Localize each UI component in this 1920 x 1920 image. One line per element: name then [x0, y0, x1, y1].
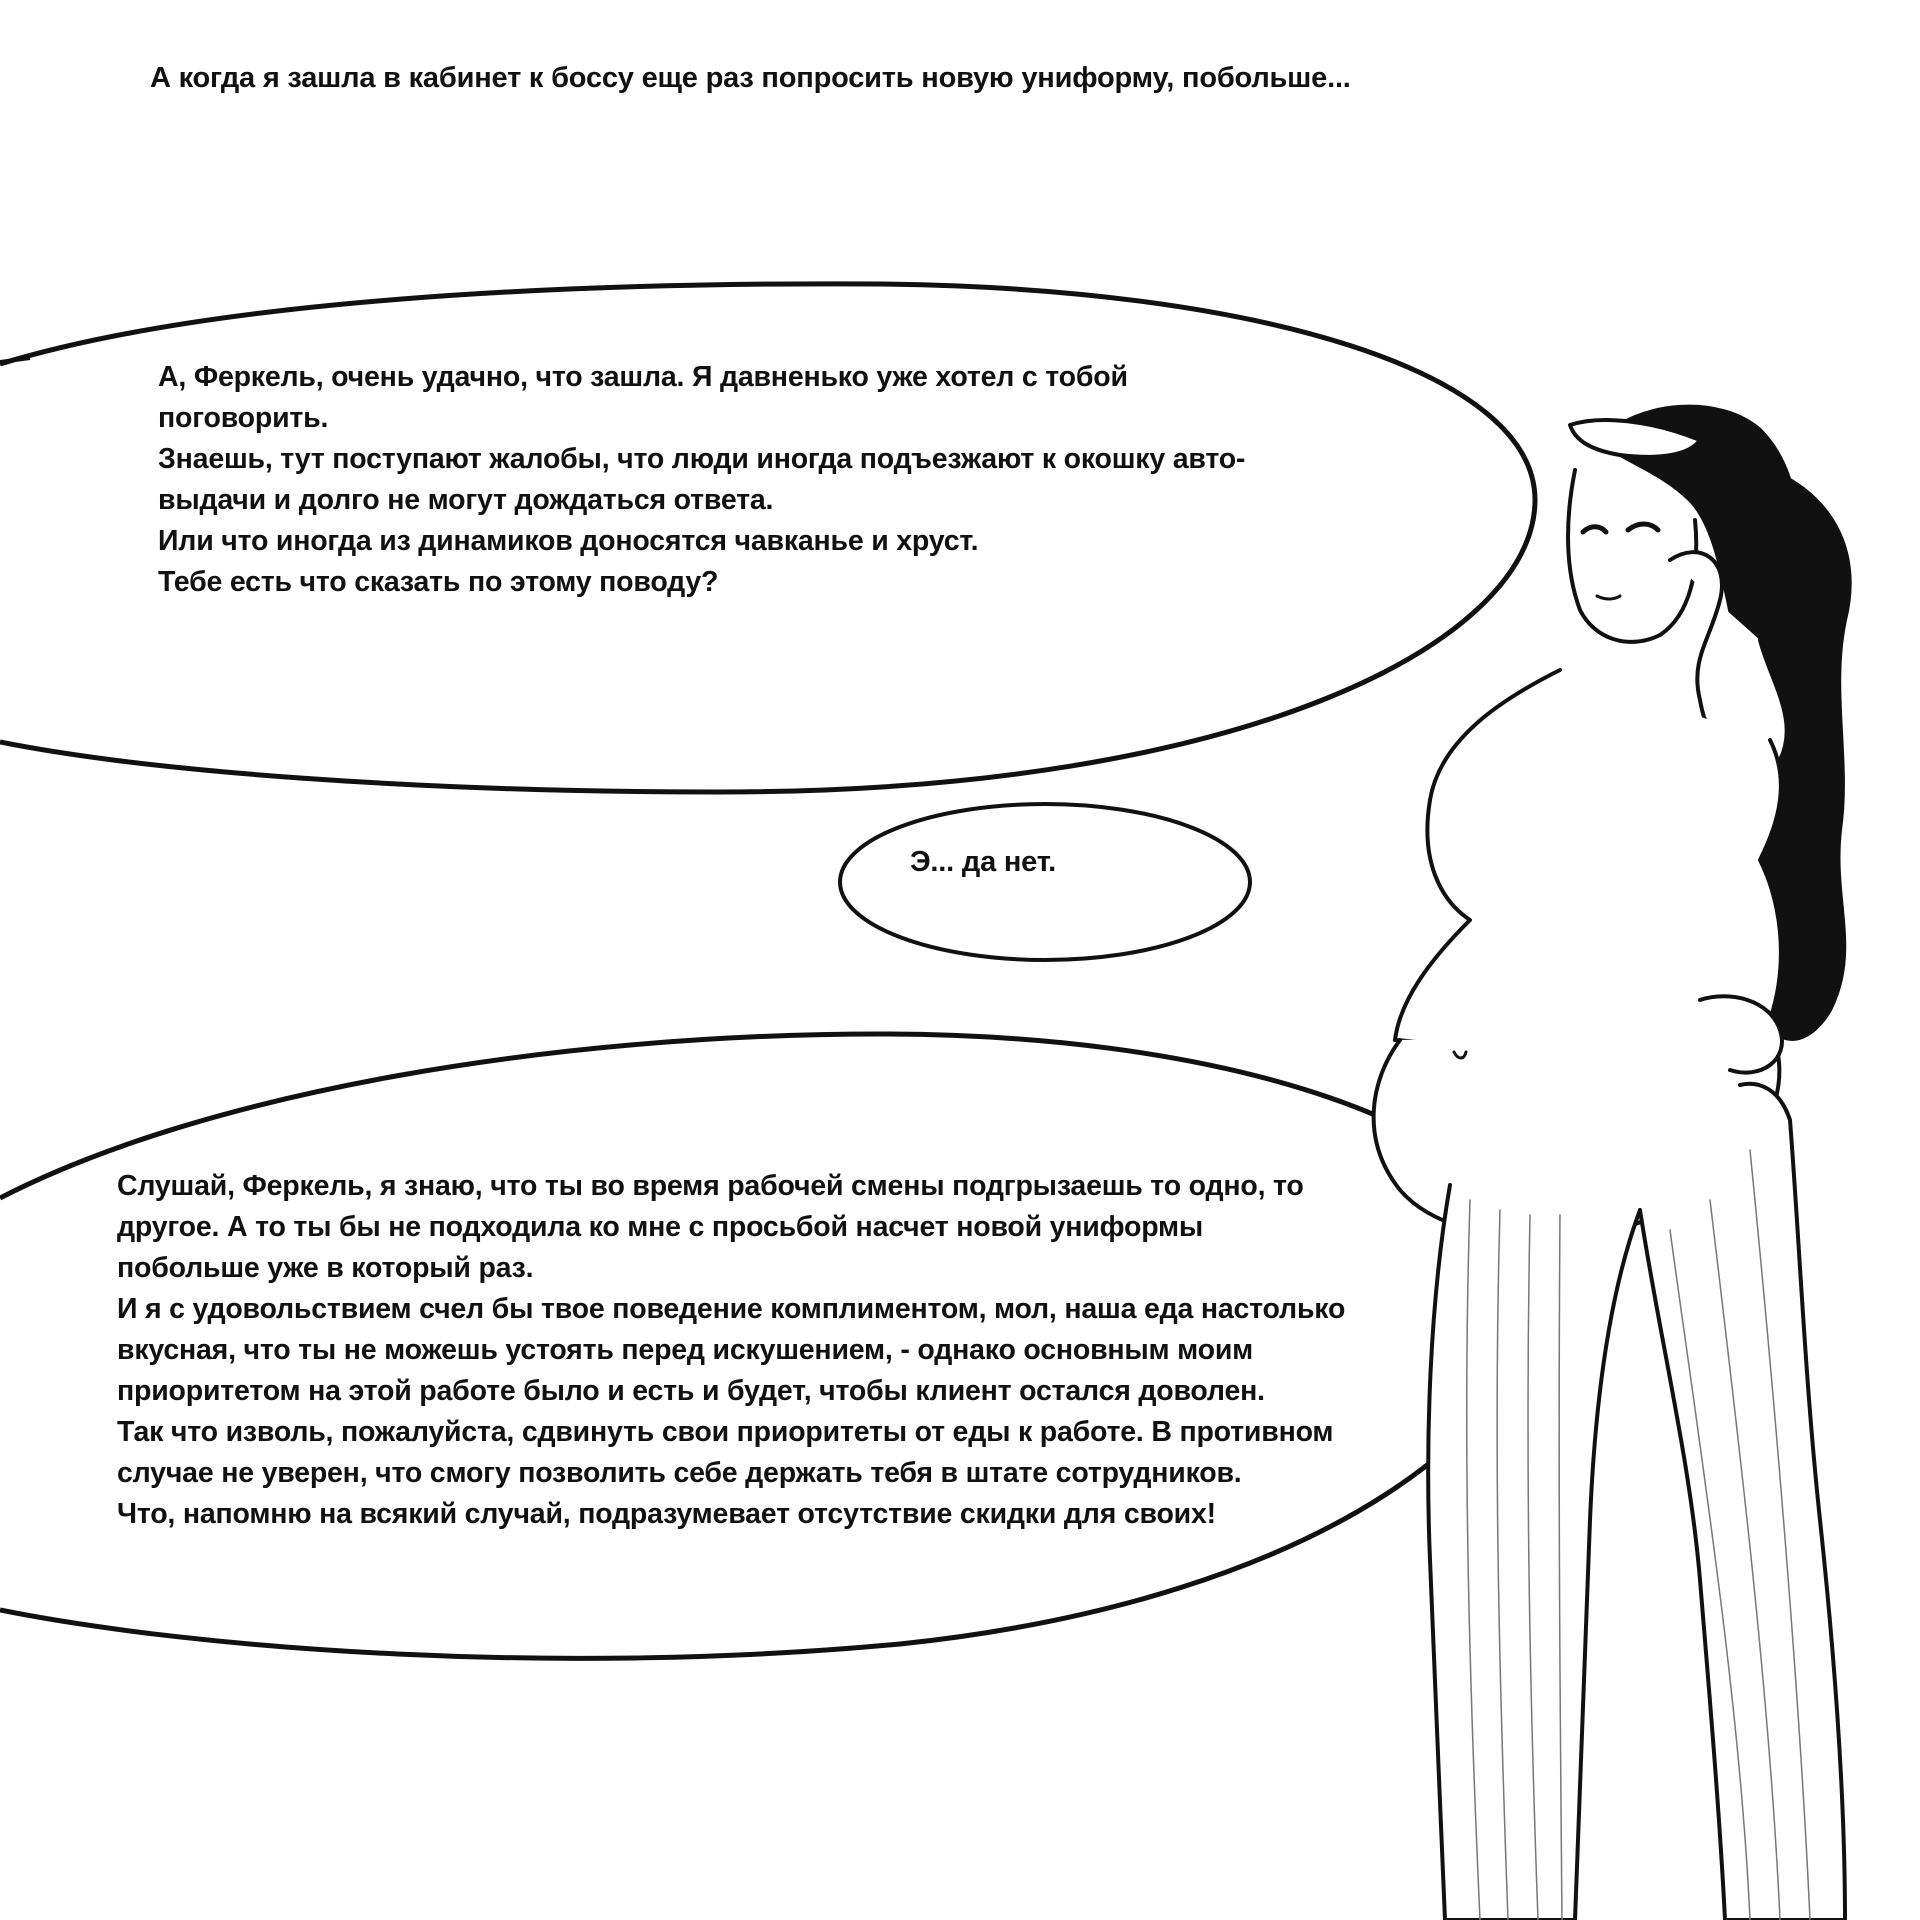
- speech-line: Знаешь, тут поступают жалобы, что люди иногда подъезжают к окошку авто-: [158, 443, 1246, 475]
- speech-line: случае не уверен, что смогу позволить себе держать тебя в штате сотрудников.: [117, 1457, 1242, 1489]
- boss-speech-1: [158, 357, 1245, 603]
- pants-right-leg: [1640, 1084, 1845, 1920]
- speech-line: Что, напомню на всякий случай, подразумевает отсутствие скидки для своих!: [117, 1498, 1216, 1530]
- ferkel-reply-speech: [910, 842, 1056, 883]
- narration-caption: А когда я зашла в кабинет к боссу еще раз попросить новую униформу, побольше...: [150, 62, 1351, 94]
- speech-line: Так что изволь, пожалуйста, сдвинуть свои приоритеты от еды к работе. В противном: [117, 1416, 1334, 1448]
- speech-line: Э... да нет.: [910, 846, 1057, 878]
- speech-line: поговорить.: [158, 402, 329, 434]
- speech-line: Слушай, Феркель, я знаю, что ты во время рабочей смены подгрызаешь то одно, то: [117, 1170, 1304, 1202]
- speech-line: А, Феркель, очень удачно, что зашла. Я давненько уже хотел с тобой: [158, 361, 1128, 393]
- speech-line: И я с удовольствием счел бы твое поведение комплиментом, мол, наша еда настолько: [117, 1293, 1346, 1325]
- ferkel-character-illustration: [1340, 395, 1900, 1920]
- boss-speech-2: [117, 1166, 1345, 1535]
- speech-line: побольше уже в который раз.: [117, 1252, 534, 1284]
- speech-line: Или что иногда из динамиков доносятся чавканье и хруст.: [158, 525, 979, 557]
- speech-line: вкусная, что ты не можешь устоять перед искушением, - однако основным моим: [117, 1334, 1254, 1366]
- speech-line: приоритетом на этой работе было и есть и будет, чтобы клиент остался доволен.: [117, 1375, 1265, 1407]
- speech-line: выдачи и долго не могут дождаться ответа.: [158, 484, 774, 516]
- speech-line: другое. А то ты бы не подходила ко мне с просьбой насчет новой униформы: [117, 1211, 1204, 1243]
- speech-line: Тебе есть что сказать по этому поводу?: [158, 566, 719, 598]
- shirt-torso: [1395, 670, 1781, 1050]
